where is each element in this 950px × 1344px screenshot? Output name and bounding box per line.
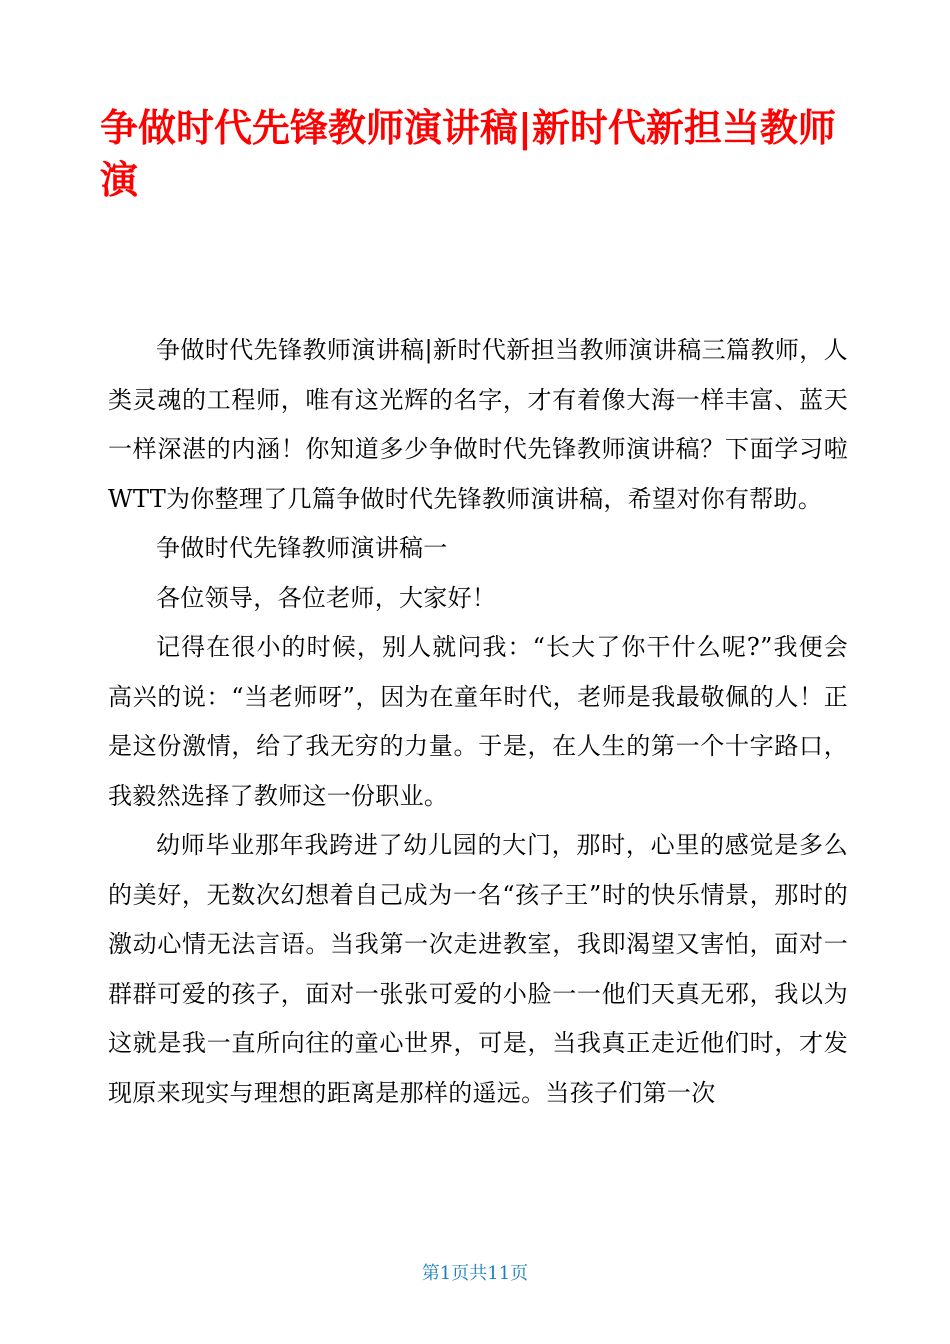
- paragraph-section-heading: 争做时代先锋教师演讲稿一: [156, 534, 448, 562]
- paragraph-greeting: 各位领导，各位老师，大家好！: [156, 583, 497, 612]
- document-title: 争做时代先锋教师演讲稿|新时代新担当教师演: [100, 106, 836, 202]
- page-number-footer: 第1页共11页: [421, 1263, 529, 1284]
- paragraph-kindergarten: 幼师毕业那年我跨进了幼儿园的大门，那时，心里的感觉是多么的美好，无数次幻想着自己成为一名“孩子王”时的快乐情景，那时的激动心情无法言语。当我第一次走进教室，我即渴望又害怕，面对一群群可爱的孩子，面对一张张可爱的小脸一一他们天真无邪，我以为这就是我一直所向往的童心世界，可是，当我真正走近他们时，才发现原来现实与理想的距离是那样的遥远。当孩子们第一次: [108, 831, 848, 1107]
- paragraph-childhood: 记得在很小的时候，别人就问我：“长大了你干什么呢?”我便会高兴的说：“当老师呀”，因为在童年时代，老师是我最敬佩的人！正是这份激情，给了我无穷的力量。于是，在人生的第一个十字路口，我毅然选择了教师这一份职业。: [108, 633, 848, 810]
- paragraph-intro: 争做时代先锋教师演讲稿|新时代新担当教师演讲稿三篇教师，人类灵魂的工程师，唯有这光辉的名字，才有着像大海一样丰富、蓝天一样深湛的内涵！你知道多少争做时代先锋教师演讲稿？下面学习啦WTT为你整理了几篇争做时代先锋教师演讲稿，希望对你有帮助。: [108, 336, 848, 513]
- document-body: [108, 326, 848, 1118]
